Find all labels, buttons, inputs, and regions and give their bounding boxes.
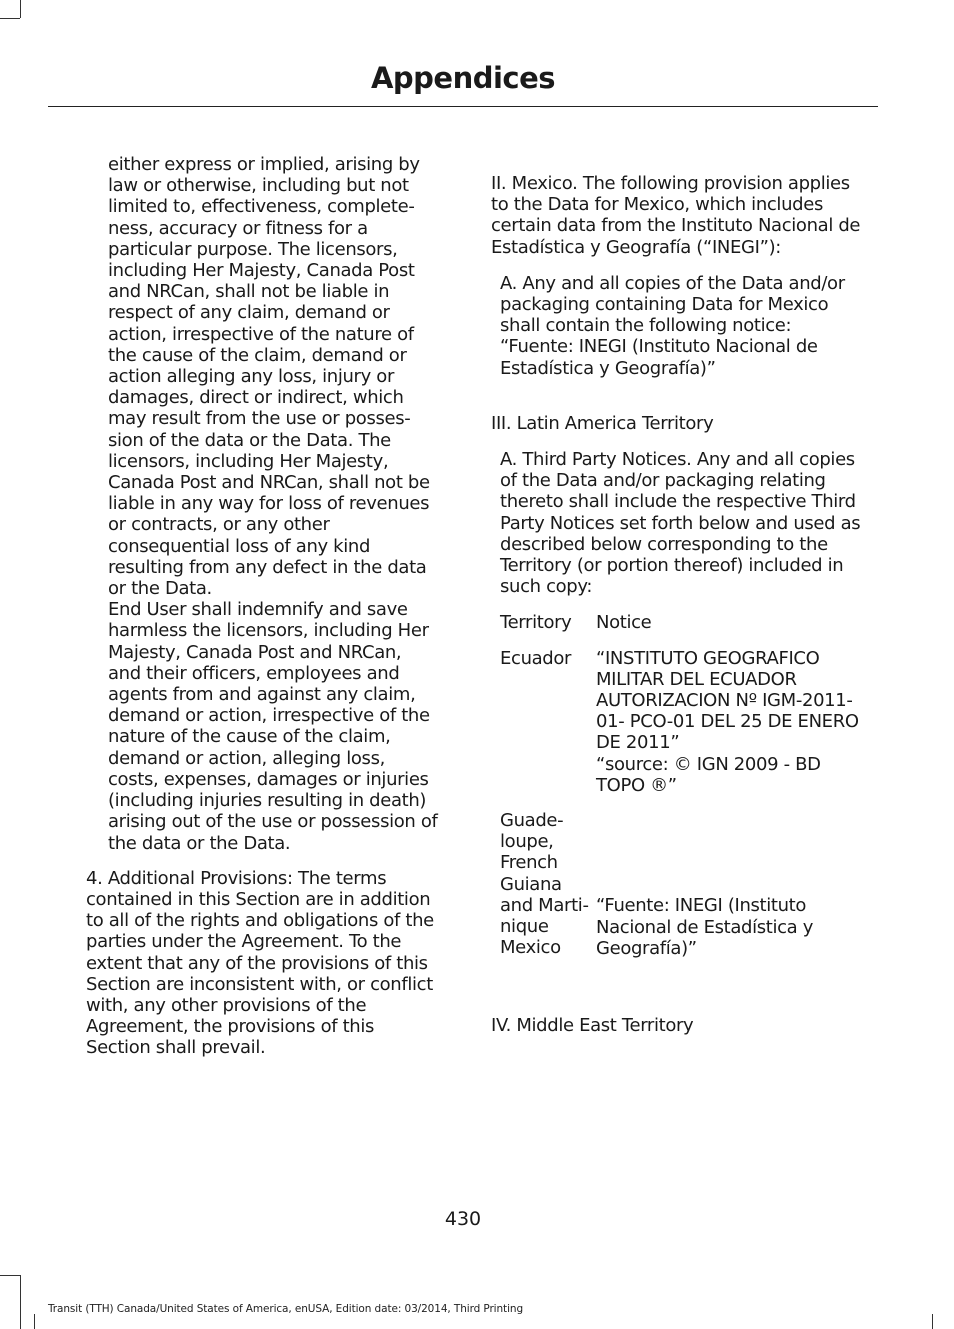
crop-mark — [20, 1275, 21, 1329]
crop-mark — [34, 1314, 35, 1329]
footer-text: Transit (TTH) Canada/United States of America, enUSA, Edition date: 03/2014, Third Printing — [48, 1303, 524, 1315]
table-row — [500, 937, 866, 1015]
table-row — [500, 648, 866, 810]
paragraph: either express or implied, arising by law or otherwise, including but not limited to, effectiveness, completeness, accuracy or fitness for a particular purpose. The licensors, including Her Majesty, Canada Post and NRCan, shall not be liable in respect of any claim, demand or action, irrespective of the nature of the cause of the claim, demand or action alleging any loss, injury or damages, direct or indirect, which may result from the use or possession of the data or the Data. The licensors, including Her Majesty, Canada Post and NRCan, shall not be liable in any way for loss of revenues or contracts, or any other consequential loss of any kind resulting from any defect in the data or the Data. — [108, 154, 430, 600]
crop-mark — [0, 18, 20, 19]
table-header-cell: Territory — [500, 612, 572, 634]
table-cell: Mexico — [500, 937, 561, 959]
paragraph: A. Third Party Notices. Any and all copies of the Data and/or packaging relating thereto shall include the respective Third Party Notices set forth below and used as described below corresponding to the Territory (or portion thereof) included in such copy: — [500, 449, 861, 598]
paragraph: A. Any and all copies of the Data and/or packaging containing Data for Mexico shall contain the following notice: “Fuente: INEGI (Instituto Nacional de Estadística y Geografía)” — [500, 272, 845, 379]
left-column — [86, 154, 438, 1059]
page-number: 430 — [444, 1208, 482, 1230]
header-divider — [48, 106, 878, 107]
table-cell: “Fuente: INEGI (Instituto Nacional de Estadística y Geografía)” — [596, 895, 814, 959]
section-heading: IV. Middle East Territory — [491, 1014, 694, 1036]
section-heading: III. Latin America Territory — [491, 412, 714, 434]
crop-mark — [0, 1275, 20, 1276]
table-header-row — [500, 612, 866, 647]
crop-mark — [932, 1314, 933, 1329]
notice-text: “source: © IGN 2009 - BD TOPO ®” — [596, 753, 821, 796]
page-title: Appendices — [370, 61, 556, 95]
paragraph: End User shall indemnify and save harmless the licensors, including Her Majesty, Canada Post and NRCan, and their officers, employees and agents from and against any claim, demand or action, irrespective of the nature of the cause of the claim, demand or action, alleging loss, costs, expenses, damages or injuries (including injuries resulting in death) arising out of the use or possession of the data or the Data. — [108, 599, 438, 854]
table-header-cell: Notice — [596, 612, 652, 634]
table-cell: Guadeloupe, French Guiana and Martinique — [500, 810, 589, 938]
notice-table — [500, 612, 866, 1014]
paragraph: 4. Additional Provisions: The terms contained in this Section are in addition to all of the rights and obligations of the parties under the Agreement. To the extent that any of the provisions of this Section are inconsistent with, or conflict with, any other provisions of the Agreement, the provisions of this Section shall prevail. — [86, 867, 434, 1059]
notice-text: “INSTITUTO GEOGRAFICO MILITAR DEL ECUADOR AUTORIZACION Nº IGM-2011-01- PCO-01 DEL 25 DE ENERO DE 2011” — [596, 647, 859, 754]
paragraph: II. Mexico. The following provision applies to the Data for Mexico, which includes certain data from the Instituto Nacional de Estadística y Geografía (“INEGI”): — [491, 173, 861, 258]
crop-mark — [20, 0, 21, 18]
table-cell — [596, 648, 866, 810]
table-cell: Ecuador — [500, 647, 572, 669]
right-column — [491, 173, 869, 1036]
